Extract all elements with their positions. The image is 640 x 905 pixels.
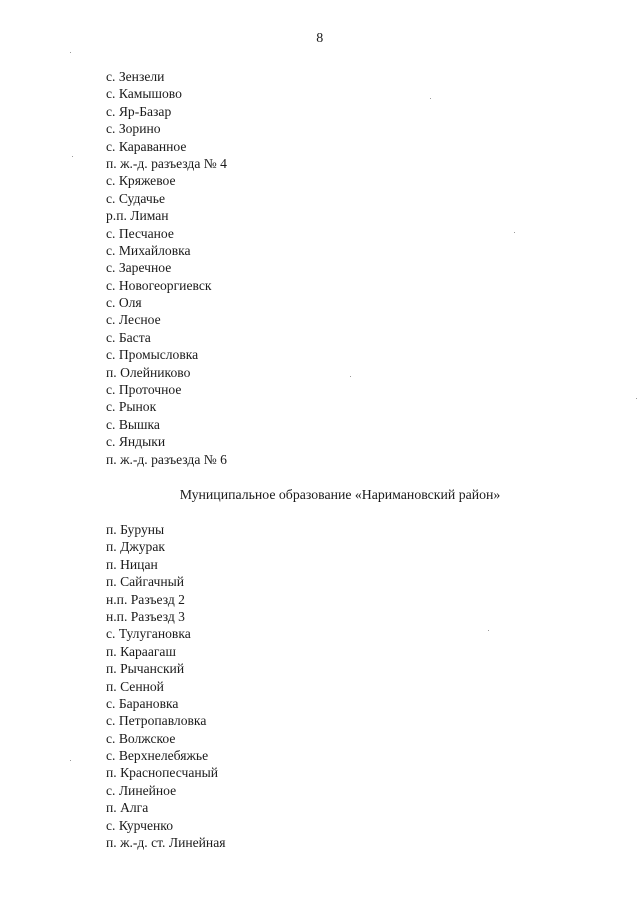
settlement-item: с. Линейное bbox=[106, 782, 177, 798]
scan-speck bbox=[70, 52, 71, 53]
settlement-list-2 bbox=[106, 521, 226, 851]
settlement-item: с. Камышово bbox=[106, 86, 182, 102]
settlement-item: с. Заречное bbox=[106, 260, 172, 276]
settlement-item: н.п. Разъезд 2 bbox=[106, 591, 185, 607]
settlement-item: с. Кряжевое bbox=[106, 173, 176, 189]
scan-speck bbox=[350, 376, 351, 377]
settlement-item: п. Джурак bbox=[106, 539, 165, 555]
settlement-item: с. Лесное bbox=[106, 312, 161, 328]
settlement-item: с. Судачье bbox=[106, 190, 165, 206]
settlement-list-1 bbox=[106, 68, 227, 468]
scan-speck bbox=[430, 98, 431, 99]
settlement-item: п. ж.-д. разъезда № 6 bbox=[106, 451, 227, 467]
settlement-item: с. Проточное bbox=[106, 382, 182, 398]
settlement-item: с. Барановка bbox=[106, 695, 179, 711]
settlement-item: р.п. Лиман bbox=[106, 208, 169, 224]
settlement-item: п. Ницан bbox=[106, 556, 158, 572]
settlement-item: с. Вышка bbox=[106, 416, 160, 432]
settlement-item: п. Сайгачный bbox=[106, 574, 185, 590]
scan-speck bbox=[70, 760, 71, 761]
scan-speck bbox=[514, 232, 515, 233]
settlement-item: с. Караванное bbox=[106, 138, 187, 154]
settlement-item: с. Яндыки bbox=[106, 434, 166, 450]
page-number: 8 bbox=[316, 31, 324, 46]
settlement-item: с. Михайловка bbox=[106, 242, 191, 258]
settlement-item: п. Краснопесчаный bbox=[106, 765, 219, 781]
settlement-item: с. Оля bbox=[106, 295, 142, 311]
settlement-item: с. Зензели bbox=[106, 69, 165, 84]
settlement-item: п. Рычанский bbox=[106, 661, 185, 677]
settlement-item: с. Зорино bbox=[106, 121, 161, 137]
scan-speck bbox=[636, 398, 637, 399]
settlement-item: п. Сенной bbox=[106, 678, 164, 694]
settlement-item: с. Рынок bbox=[106, 399, 157, 415]
settlement-item: п. ж.-д. ст. Линейная bbox=[106, 835, 226, 851]
settlement-item: п. Олейниково bbox=[106, 364, 191, 380]
settlement-item: с. Волжское bbox=[106, 730, 176, 746]
settlement-item: с. Петропавловка bbox=[106, 713, 207, 729]
settlement-item: п. ж.-д. разъезда № 4 bbox=[106, 155, 227, 171]
settlement-item: п. Буруны bbox=[106, 522, 165, 537]
settlement-item: с. Песчаное bbox=[106, 225, 174, 241]
settlement-item: п. Алга bbox=[106, 800, 149, 816]
settlement-item: с. Баста bbox=[106, 329, 151, 345]
section-heading: Муниципальное образование «Наримановский район» bbox=[179, 487, 501, 502]
scan-speck bbox=[72, 156, 73, 157]
scan-speck bbox=[488, 630, 489, 631]
settlement-item: с. Яр-Базар bbox=[106, 103, 172, 119]
settlement-item: с. Тулугановка bbox=[106, 626, 191, 642]
settlement-item: с. Верхнелебяжье bbox=[106, 748, 209, 764]
settlement-item: с. Промысловка bbox=[106, 347, 199, 363]
settlement-item: с. Новогеоргиевск bbox=[106, 277, 212, 293]
settlement-item: н.п. Разъезд 3 bbox=[106, 608, 185, 624]
settlement-item: п. Караагаш bbox=[106, 643, 176, 659]
settlement-item: с. Курченко bbox=[106, 817, 173, 833]
